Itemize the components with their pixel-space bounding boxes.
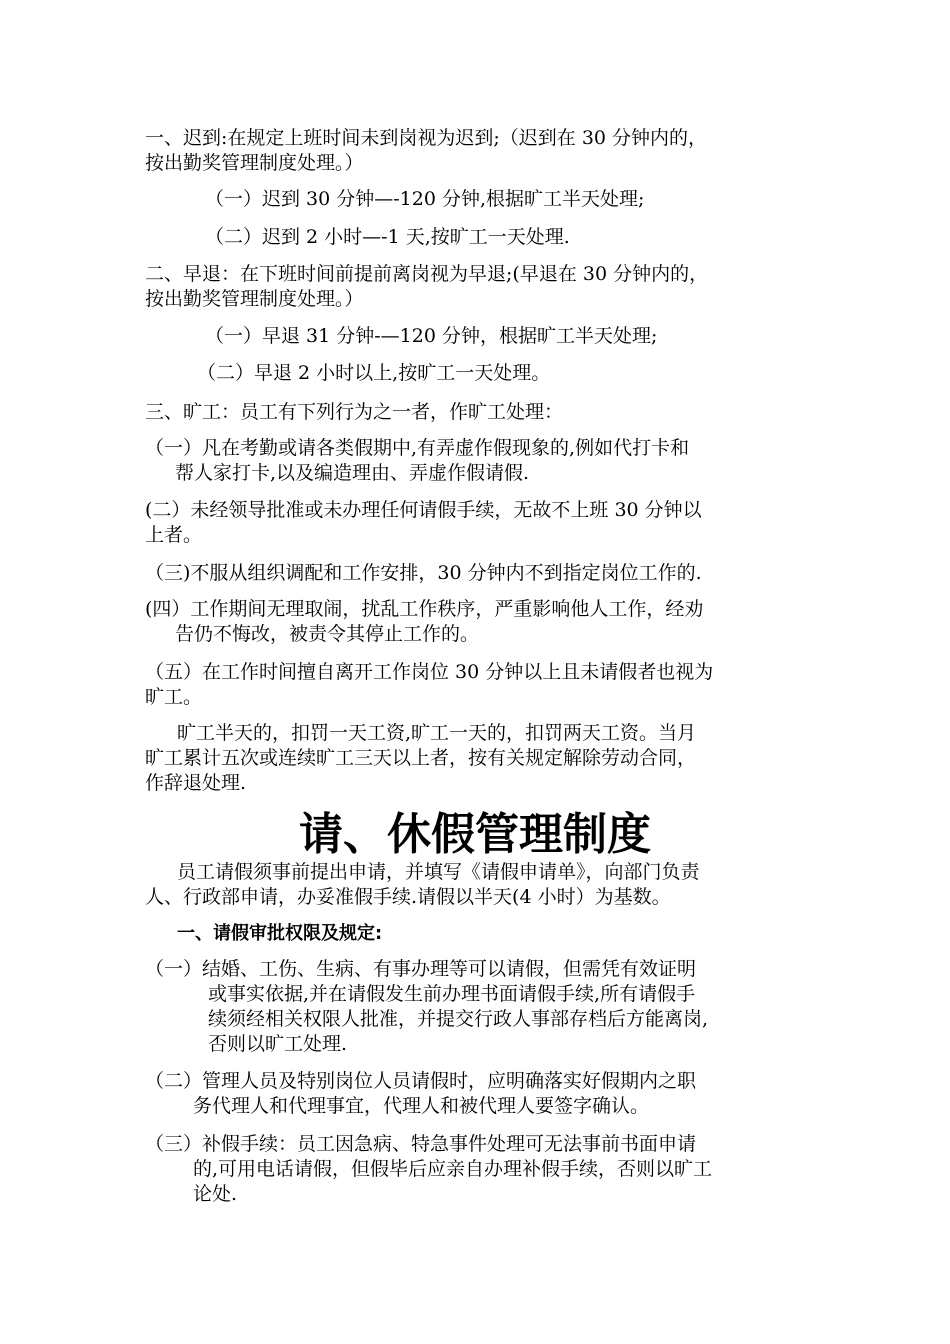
late-item-1: （一）迟到 30 分钟—-120 分钟,根据旷工半天处理;	[205, 188, 645, 210]
absent-item-4: (四）工作期间无理取闹，扰乱工作秩序，严重影响他人工作，经劝 告仍不悔改，被责令其停止工作的。	[145, 598, 704, 645]
leave-item-1: （一）结婚、工伤、生病、有事办理等可以请假，但需凭有效证明 或事实依据,并在请假发生前办理书面请假手续,所有请假手 续须经相关权限人批准，并提交行政人事部存档后方能离岗, 否则以旷工处理.	[145, 958, 709, 1055]
late-intro: 一、迟到:在规定上班时间未到岗视为迟到;（迟到在 30 分钟内的， 按出勤奖管理制度处理。）	[145, 127, 708, 174]
leave-intro: 员工请假须事前提出申请，并填写《请假申请单》，向部门负责 人、行政部申请，办妥准假手续.请假以半天(4 小时）为基数。	[145, 861, 700, 908]
late-item-2: （二）迟到 2 小时—-1 天,按旷工一天处理.	[205, 226, 570, 248]
early-item-1: （一）早退 31 分钟-—120 分钟，根据旷工半天处理;	[205, 325, 658, 347]
absent-intro: 三、旷工：员工有下列行为之一者，作旷工处理：	[145, 401, 564, 423]
leave-item-3: （三）补假手续：员工因急病、特急事件处理可无法事前书面申请 的,可用电话请假，但假毕后应亲自办理补假手续，否则以旷工 论处.	[145, 1133, 713, 1205]
leave-section-1-heading: 一、请假审批权限及规定:	[177, 923, 383, 944]
absent-item-3: （三)不服从组织调配和工作安排，30 分钟内不到指定岗位工作的.	[145, 562, 702, 584]
leave-item-2: （二）管理人员及特别岗位人员请假时，应明确落实好假期内之职 务代理人和代理事宜，代理人和被代理人要签字确认。	[145, 1070, 697, 1117]
absent-penalty: 旷工半天的，扣罚一天工资,旷工一天的，扣罚两天工资。当月 旷工累计五次或连续旷工三天以上者，按有关规定解除劳动合同， 作辞退处理.	[145, 722, 697, 794]
leave-policy-title: 请、休假管理制度	[299, 809, 651, 860]
absent-item-5: （五）在工作时间擅自离开工作岗位 30 分钟以上且未请假者也视为 旷工。	[145, 661, 714, 708]
early-item-2: （二）早退 2 小时以上,按旷工一天处理。	[197, 362, 551, 384]
absent-item-1: （一）凡在考勤或请各类假期中,有弄虚作假现象的,例如代打卡和 帮人家打卡,以及编造理由、弄虚作假请假.	[145, 437, 690, 484]
early-intro: 二、早退：在下班时间前提前离岗视为早退;(早退在 30 分钟内的， 按出勤奖管理制度处理。）	[145, 263, 709, 310]
absent-item-2: (二）未经领导批准或未办理任何请假手续，无故不上班 30 分钟以 上者。	[145, 499, 702, 546]
